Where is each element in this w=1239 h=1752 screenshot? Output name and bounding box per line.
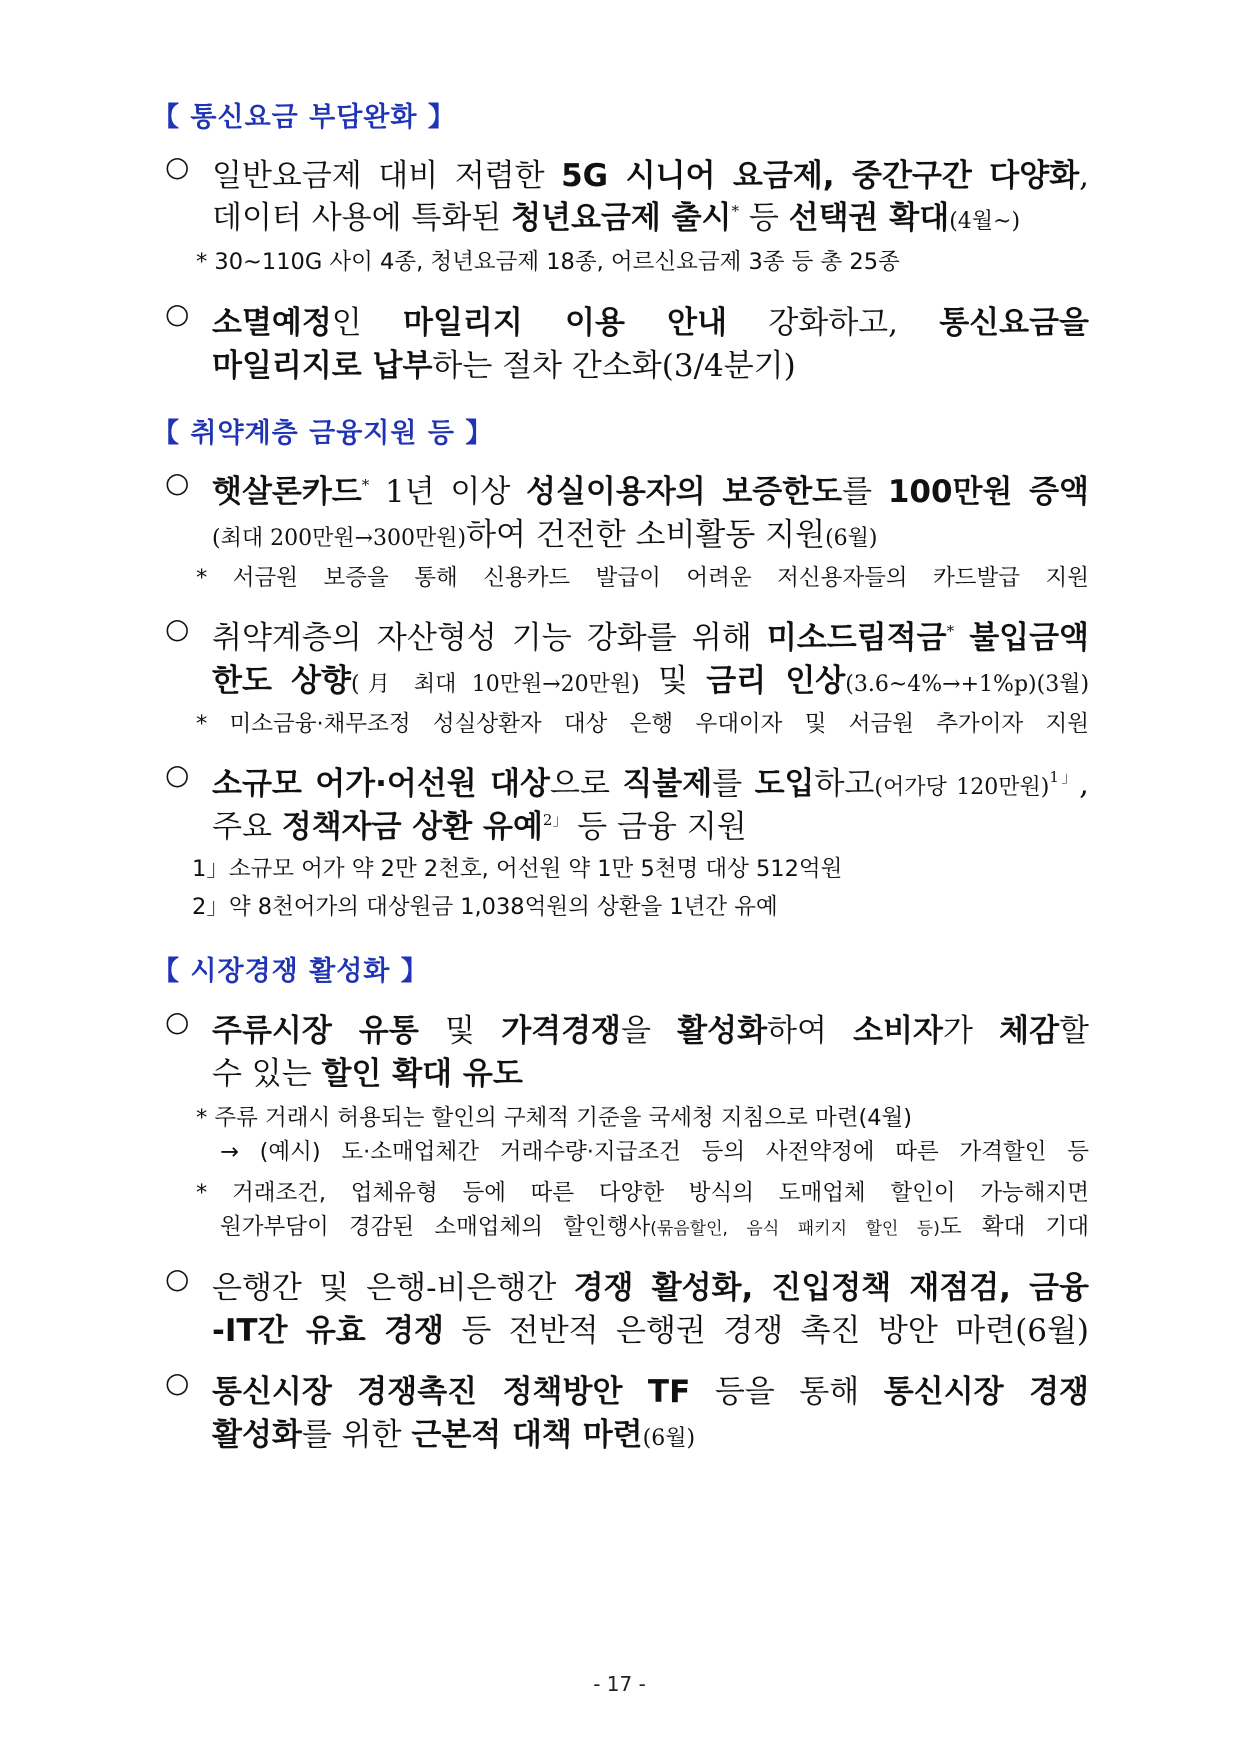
item-telecom-market-cont (0, 1409, 1239, 1457)
bullet-circle: ○ (165, 1366, 190, 1399)
footnote: * 서금원 보증을 통해 신용카드 발급이 어려운 저신용자들의 카드발급 지원 (196, 565, 1089, 591)
item-line-2: 한도 상향(月 최대 10만원→20만원) 및 금리 인상(3.6~4%→+1%p)(3월) (212, 663, 1090, 699)
item-miso-dream (0, 612, 1239, 660)
section-heading-telecom: 【 통신요금 부담완화 】 (152, 102, 456, 133)
item-line-2: 활성화를 위한 근본적 대책 마련(6월) (212, 1417, 696, 1453)
section-heading-vulnerable: 【 취약계층 금융지원 등 】 (152, 418, 494, 449)
footnote: * 주류 거래시 허용되는 할인의 구체적 기준을 국세청 지침으로 마련(4월) (196, 1105, 913, 1131)
item-5g-senior-plan-cont (0, 192, 1239, 240)
footnote-example: → (예시) 도·소매업체간 거래수량·지급조건 등의 사전약정에 따른 가격할인 등 (220, 1139, 1089, 1165)
bullet-circle: ○ (165, 150, 190, 183)
footnote: * 미소금융·채무조정 성실상환자 대상 은행 우대이자 및 서금원 추가이자 지원 (196, 711, 1089, 737)
item-fishery (0, 758, 1239, 806)
footnote: * 거래조건, 업체유형 등에 따른 다양한 방식의 도매업체 할인이 가능해지면 (196, 1180, 1089, 1206)
bullet-circle: ○ (165, 1262, 190, 1295)
item-bank-competition (0, 1262, 1239, 1310)
item-line-2: -IT간 유효 경쟁 등 전반적 은행권 경쟁 촉진 방안 마련(6월) (212, 1313, 1089, 1349)
section-heading-market: 【 시장경쟁 활성화 】 (152, 956, 429, 987)
item-line-2: (최대 200만원→300만원)하여 건전한 소비활동 지원(6월) (212, 517, 878, 553)
bullet-circle: ○ (165, 612, 190, 645)
item-miso-dream-cont (0, 655, 1239, 703)
footnote-cont: 원가부담이 경감된 소매업체의 할인행사(묶음할인, 음식 패키지 할인 등)도 확대 기대 (220, 1214, 1089, 1240)
item-fishery-cont (0, 801, 1239, 849)
item-5g-senior-plan (0, 150, 1239, 198)
item-liquor-market (0, 1005, 1239, 1053)
item-line-2: 마일리지로 납부하는 절차 간소화(3/4분기) (212, 348, 796, 384)
item-line-1: 주류시장 유통 및 가격경쟁을 활성화하여 소비자가 체감할 (212, 1013, 1089, 1049)
item-sunshine-card-cont (0, 509, 1239, 557)
item-line-1: 일반요금제 대비 저렴한 5G 시니어 요금제, 중간구간 다양화, (212, 158, 1089, 194)
footnote: 1」소규모 어가 약 2만 2천호, 어선원 약 1만 5천명 대상 512억원 (192, 856, 843, 882)
footnote: * 30~110G 사이 4종, 청년요금제 18종, 어르신요금제 3종 등 총 25종 (196, 249, 900, 275)
item-line-1: 소규모 어가·어선원 대상으로 직불제를 도입하고(어가당 120만원)$^{1」}$, (212, 766, 1089, 802)
item-line-1: 통신시장 경쟁촉진 정책방안 TF 등을 통해 통신시장 경쟁 (212, 1374, 1089, 1410)
bullet-circle: ○ (165, 1005, 190, 1038)
page-number: - 17 - (593, 1672, 646, 1696)
item-line-2: 데이터 사용에 특화된 청년요금제 출시* 등 선택권 확대(4월~) (212, 200, 1021, 236)
bullet-circle: ○ (165, 758, 190, 791)
bullet-circle: ○ (165, 466, 190, 499)
item-bank-competition-cont (0, 1305, 1239, 1353)
item-mileage (0, 297, 1239, 345)
item-line-2: 수 있는 할인 확대 유도 (212, 1056, 523, 1092)
item-line-1: 햇살론카드* 1년 이상 성실이용자의 보증한도를 100만원 증액 (212, 474, 1089, 510)
item-line-1: 소멸예정인 마일리지 이용 안내 강화하고, 통신요금을 (212, 305, 1089, 341)
item-line-1: 취약계층의 자산형성 기능 강화를 위해 미소드림적금* 불입금액 (212, 620, 1090, 656)
item-telecom-market (0, 1366, 1239, 1414)
item-sunshine-card (0, 466, 1239, 514)
item-liquor-market-cont (0, 1048, 1239, 1096)
item-line-2: 주요 정책자금 상환 유예$^{2」}$ 등 금융 지원 (212, 809, 747, 845)
item-line-1: 은행간 및 은행-비은행간 경쟁 활성화, 진입정책 재점검, 금융 (212, 1270, 1090, 1306)
footnote: 2」약 8천어가의 대상원금 1,038억원의 상환을 1년간 유예 (192, 894, 778, 920)
bullet-circle: ○ (165, 297, 190, 330)
item-mileage-cont (0, 340, 1239, 388)
